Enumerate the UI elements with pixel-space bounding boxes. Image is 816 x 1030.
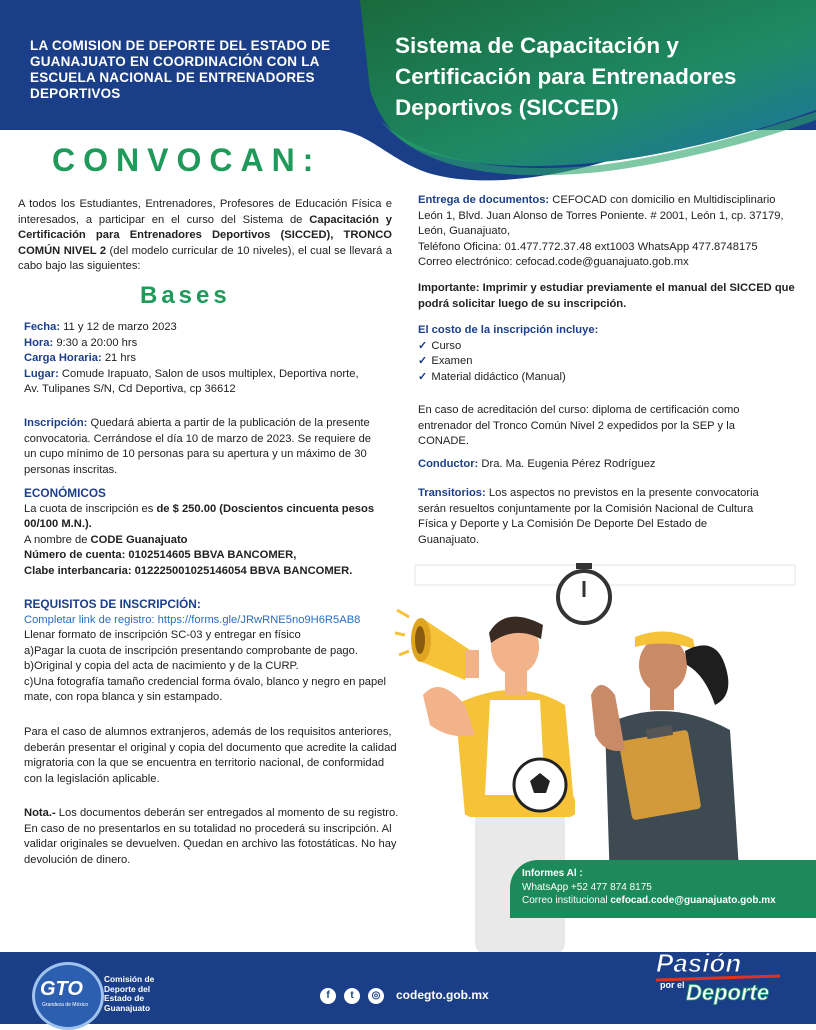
extranjeros-paragraph: Para el caso de alumnos extranjeros, además de los requisitos anteriores, deberán presentar el original y copia del documento que acredite la calidad migratoria con la que se encuentra en territorio nacional, de conformidad con la legislación aplicable. (24, 726, 397, 785)
costo-item-label: Material didáctico (Manual) (431, 370, 566, 383)
conductor-label: Conductor: (418, 458, 479, 470)
entrega-email: Correo electrónico: cefocad.code@guanajuato.gob.mx (418, 256, 689, 268)
checkmark-icon: ✓ (418, 370, 428, 383)
entrega-text: CEFOCAD con domicilio en Multidisciplinario León 1, Blvd. Juan Alonso de Torres Poniente. # 2001, León 1, cp. 37179, León, Guanajuato, (418, 194, 784, 237)
costo-item-label: Curso (431, 339, 462, 352)
transitorios-label: Transitorios: (418, 487, 486, 499)
requisito-line-3: b)Original y copia del acta de nacimiento y de la CURP. (24, 660, 299, 672)
nombre-pre: A nombre de (24, 533, 91, 546)
nombre-value: CODE Guanajuato (90, 533, 188, 546)
costo-item (418, 339, 778, 355)
lugar-value: Comude Irapuato, Salon de usos multiplex, Deportiva norte, Av. Tulipanes S/N, Cd Deportiva, cp 36612 (24, 367, 359, 395)
contact-info-box (510, 860, 816, 918)
carga-value: 21 hrs (101, 352, 136, 364)
clabe-line: Clabe interbancaria: 012225001025146054 BBVA BANCOMER. (24, 564, 353, 577)
intro-course-name: Capacitación y Certificación para Entrenadores Deportivos (SICCED), TRONCO COMÚN NIVEL 2 (18, 213, 393, 257)
economicos-title: ECONÓMICOS (24, 486, 106, 500)
info-email-pre: Correo institucional (522, 895, 611, 906)
female-coach (591, 631, 740, 885)
conductor-name: Dra. Ma. Eugenia Pérez Rodríguez (478, 458, 656, 470)
transitorios-text: Los aspectos no previstos en la presente convocatoria serán resueltos conjuntamente por la Comisión Nacional de Cultura Física y Deporte y La Comisión De Deporte Del Estado de Guanajuato. (418, 487, 759, 546)
economicos-section (24, 486, 394, 579)
checkmark-icon: ✓ (418, 339, 428, 352)
clipboard-icon (619, 730, 702, 821)
deporte-word: Deporte (686, 980, 770, 1005)
requisitos-title: REQUISITOS DE INSCRIPCIÓN: (24, 597, 201, 611)
costo-item (418, 354, 778, 370)
cuenta-line: Número de cuenta: 0102514605 BBVA BANCOMER, (24, 549, 297, 561)
event-details (24, 320, 364, 398)
convocan-heading: CONVOCAN: (52, 142, 322, 178)
carga-row (24, 351, 364, 367)
hora-row (24, 336, 364, 352)
lugar-label: Lugar: (24, 367, 59, 380)
gto-logo-text: GTO (40, 978, 83, 1000)
intro-text-2: (del modelo curricular de 10 niveles), el cual se llevará a cabo bajo las siguientes: (18, 244, 392, 272)
info-title: Informes Al : (522, 868, 583, 879)
info-email-address: cefocad.code@guanajuato.gob.mx (610, 895, 776, 906)
checkmark-icon: ✓ (418, 355, 428, 367)
organizing-institutions: LA COMISION DE DEPORTE DEL ESTADO DE GUANAJUATO EN COORDINACIÓN CON LA ESCUELA NACIONAL DE ENTRENADORES DEPORTIVOS (30, 38, 331, 101)
fecha-value: 11 y 12 de marzo 2023 (60, 321, 177, 333)
entrega-section (418, 193, 803, 271)
costo-item-label: Examen (431, 355, 473, 367)
hora-value: 9:30 a 20:00 hrs (53, 336, 138, 349)
requisito-line-2: a)Pagar la cuota de inscripción presentando comprobante de pago. (24, 644, 358, 657)
requisito-line-4: c)Una fotografía tamaño credencial forma óvalo, blanco y negro en papel mate, con ropa blanca y sin estampado. (24, 675, 386, 703)
importante-text: Imprimir y estudiar previamente el manual del SICCED que podrá solicitar luego de su inscripción. (418, 282, 795, 310)
entrega-phone: Teléfono Oficina: 01.477.772.37.48 ext1003 WhatsApp 477.8748175 (418, 240, 758, 253)
website-link[interactable]: codegto.gob.mx (396, 988, 489, 1002)
transitorios-paragraph (418, 486, 768, 548)
nota-paragraph (24, 806, 404, 868)
stopwatch-icon (558, 563, 610, 623)
carga-label: Carga Horaria: (24, 352, 102, 364)
intro-text-1: A todos los Estudiantes, Entrenadores, Profesores de Educación Física e interesados, a participar en el curso del Sistema de (18, 198, 392, 226)
costo-item (418, 370, 778, 386)
twitter-icon[interactable]: t (344, 988, 360, 1004)
program-title: Sistema de Capacitación y Certificación para Entrenadores Deportivos (SICCED) (395, 33, 737, 120)
entrega-label: Entrega de documentos: (418, 194, 550, 206)
pasion-word: Pasión (656, 948, 742, 978)
pasion-por-el-deporte-logo (650, 940, 790, 1012)
intro-paragraph (18, 197, 392, 275)
facebook-icon[interactable]: f (320, 988, 336, 1004)
acreditacion-paragraph: En caso de acreditación del curso: diploma de certificación como entrenador del Tronco Común Nivel 2 expedidos por la SEP y la CONADE. (418, 404, 740, 447)
cuota-amount: de $ 250.00 (Doscientos cincuenta pesos 00/100 M.N.). (24, 502, 375, 530)
fecha-row (24, 320, 364, 336)
info-email (522, 895, 776, 906)
requisito-line-1: Llenar formato de inscripción SC-03 y entregar en físico (24, 629, 301, 641)
bases-heading: Bases (140, 282, 231, 309)
fecha-label: Fecha: (24, 321, 61, 333)
importante-label: Importante: (418, 282, 480, 294)
importante-note (418, 281, 798, 312)
nota-label: Nota.- (24, 807, 56, 819)
nota-text: Los documentos deberán ser entregados al momento de su registro. En caso de no presentarlos en su totalidad no procederá su inscripción. Al validar originales se devuelven. Quedan en archivo las fotostáticas. No hay devolución de dinero. (24, 807, 399, 866)
registration-link[interactable]: Completar link de registro: https://forms.gle/JRwRNE5no9H6R5AB8 (24, 613, 361, 626)
cuota-pre: La cuota de inscripción es (24, 502, 157, 515)
inscripcion-text: Quedará abierta a partir de la publicación de la presente convocatoria. Cerrándose el día 10 de marzo de 2023. Se requiere de un cupo mínimo de 10 personas para su apertura y un máximo de 30 personas inscritas. (24, 417, 372, 476)
gto-logo-subtitle: Grandeza de México (42, 1002, 89, 1008)
requisitos-section (24, 597, 404, 706)
costo-section (418, 323, 778, 385)
inscripcion-paragraph (24, 416, 384, 478)
hora-label: Hora: (24, 336, 54, 349)
por-el-word: por el (660, 980, 685, 990)
inscripcion-label: Inscripción: (24, 417, 88, 429)
info-whatsapp: WhatsApp +52 477 874 8175 (522, 882, 652, 893)
conductor-line (418, 457, 778, 473)
instagram-icon[interactable]: ◎ (368, 988, 384, 1004)
lugar-row (24, 367, 364, 398)
megaphone-icon (395, 610, 479, 680)
cuota-line (24, 502, 394, 533)
costo-title: El costo de la inscripción incluye: (418, 324, 599, 336)
nombre-line (24, 533, 394, 549)
code-logo: Comisión de Deporte del Estado de Guanajuato (104, 974, 155, 1013)
